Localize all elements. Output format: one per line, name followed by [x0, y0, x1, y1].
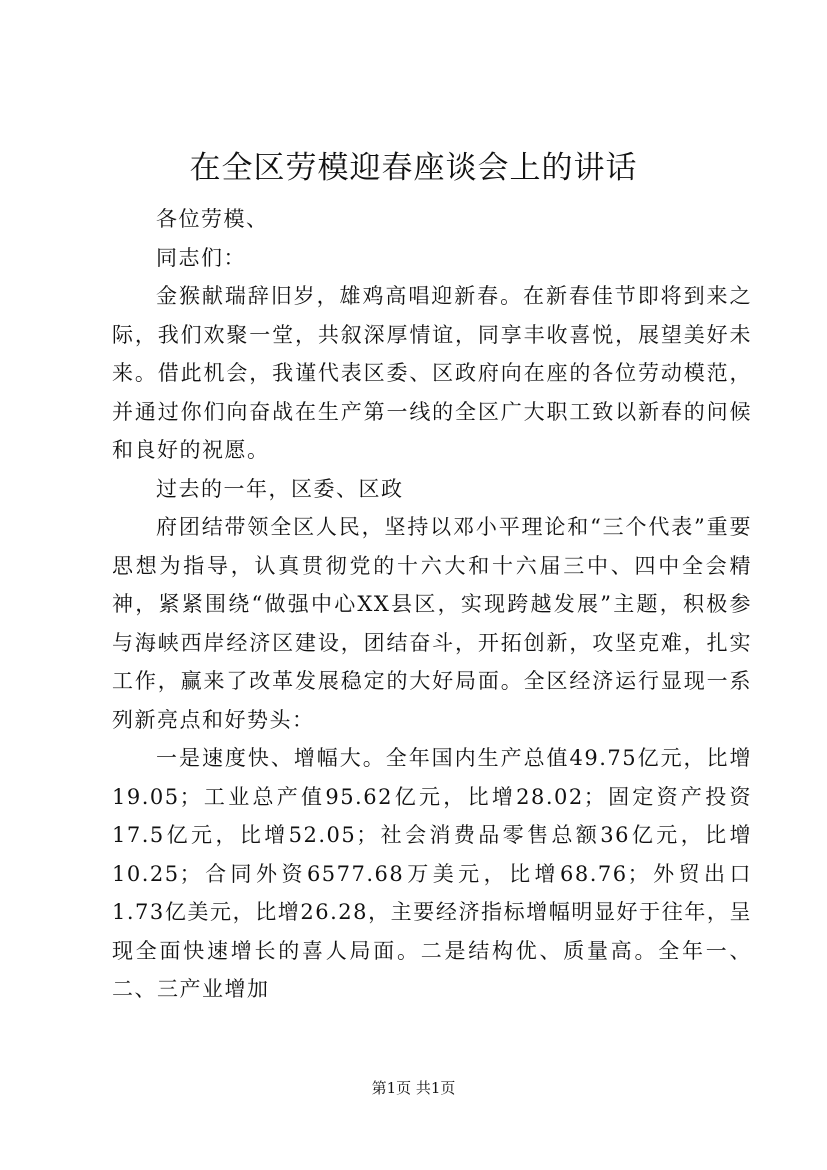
paragraph-greeting: 金猴献瑞辞旧岁，雄鸡高唱迎新春。在新春佳节即将到来之际，我们欢聚一堂，共叙深厚情谊，同享丰收喜悦，展望美好未来。借此机会，我谨代表区委、区政府向在座的各位劳动模范，并通过你们向奋战在生产第一线的全区广大职工致以新春的问候和良好的祝愿。	[112, 284, 752, 462]
paragraph-achievements: 府团结带领全区人民，坚持以邓小平理论和“三个代表”重要思想为指导，认真贯彻党的十六大和十六届三中、四中全会精神，紧紧围绕“做强中心XX县区，实现跨越发展”主题，积极参与海峡西岸经济区建设，团结奋斗，开拓创新，攻坚克难，扎实工作，赢来了改革发展稳定的大好局面。全区经济运行显现一系列新亮点和好势头：	[112, 515, 752, 732]
page-footer: 第1页 共1页	[371, 1079, 456, 1097]
document-title: 在全区劳模迎春座谈会上的讲话	[189, 150, 638, 186]
paragraph-past-year-intro: 过去的一年，区委、区政	[156, 476, 404, 501]
salutation-line-1: 各位劳模、	[156, 207, 269, 231]
document-body	[112, 200, 752, 1009]
salutation-line-2: 同志们：	[156, 245, 246, 270]
paragraph-statistics: 一是速度快、增幅大。全年国内生产总值49.75亿元，比增19.05；工业总产值95.62亿元，比增28.02；固定资产投资17.5亿元，比增52.05；社会消费品零售总额36亿元，比增10.25；合同外资6577.68万美元，比增68.76；外贸出口1.73亿美元，比增26.28，主要经济指标增幅明显好于往年，呈现全面快速增长的喜人局面。二是结构优、质量高。全年一、二、三产业增加	[112, 746, 752, 1001]
